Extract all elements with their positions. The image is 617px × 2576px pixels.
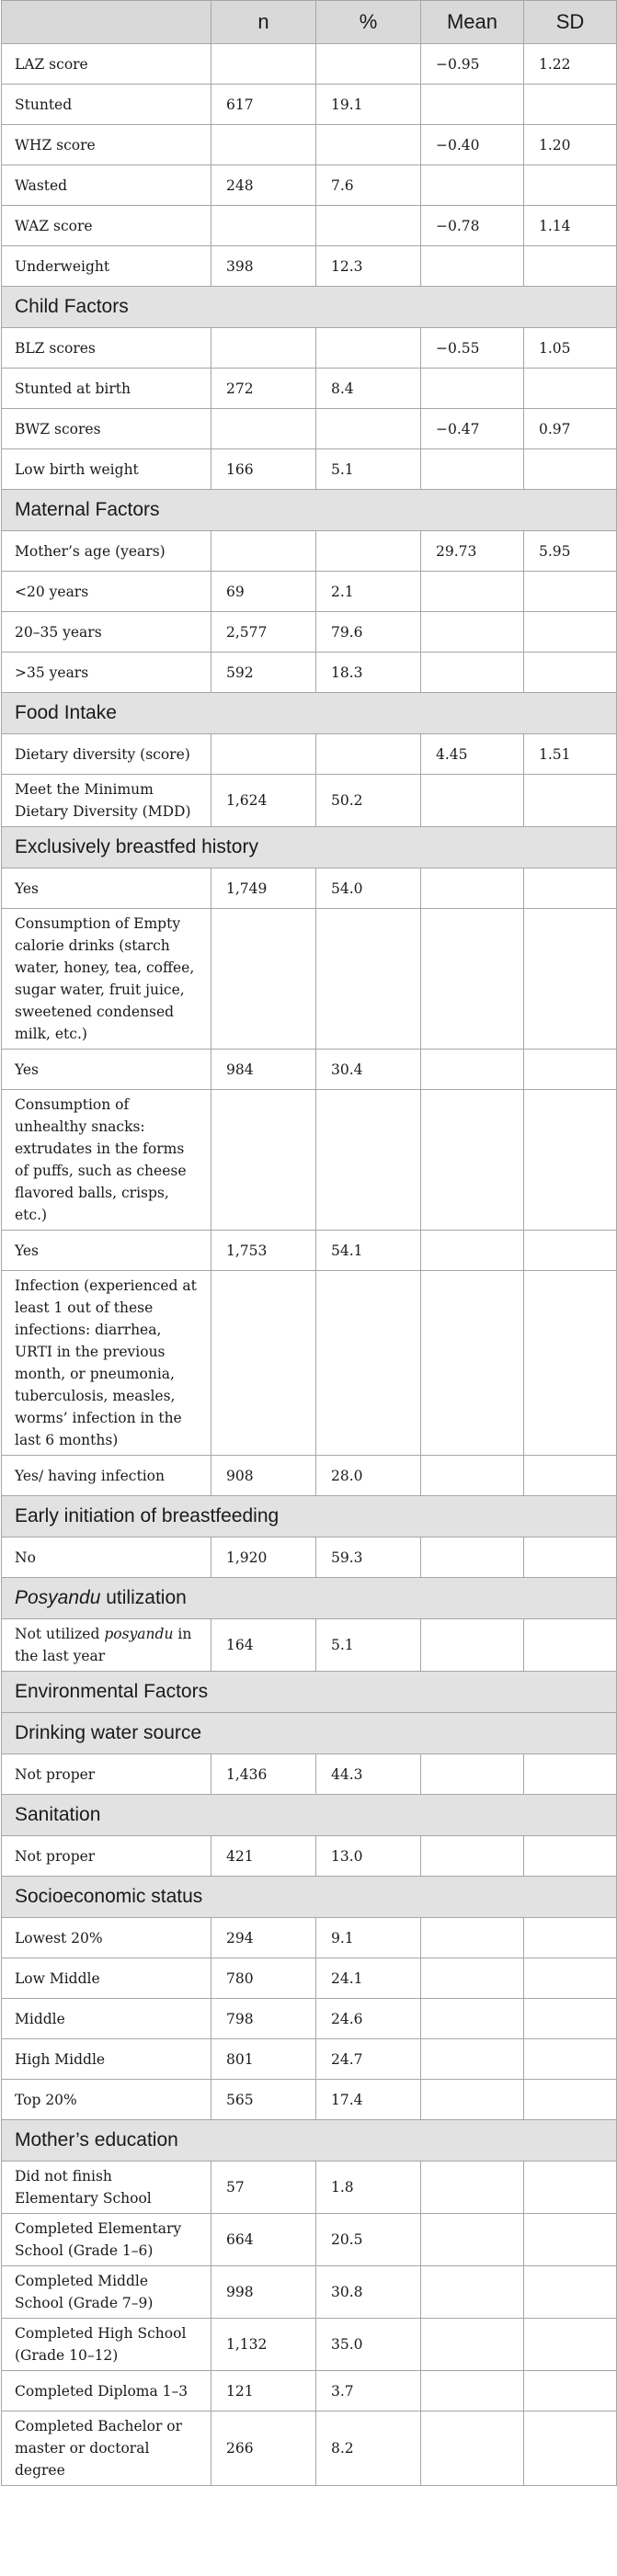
table-row bbox=[2, 2080, 617, 2120]
cell-n: 801 bbox=[211, 2039, 316, 2080]
descriptive-statistics-table bbox=[1, 0, 617, 2486]
table-row bbox=[2, 2371, 617, 2411]
cell-n: 248 bbox=[211, 165, 316, 206]
cell-n: 57 bbox=[211, 2162, 316, 2214]
cell-percent: 8.4 bbox=[316, 369, 421, 409]
row-label: Yes/ having infection bbox=[2, 1456, 211, 1496]
cell-sd: 1.14 bbox=[524, 206, 617, 246]
cell-percent: 79.6 bbox=[316, 612, 421, 653]
section-header-row bbox=[2, 490, 617, 531]
cell-mean bbox=[421, 2371, 524, 2411]
table-row bbox=[2, 125, 617, 165]
table-row bbox=[2, 1958, 617, 1999]
cell-percent bbox=[316, 125, 421, 165]
cell-n: 780 bbox=[211, 1958, 316, 1999]
row-label: Consumption of Empty calorie drinks (starch water, honey, tea, coffee, sugar water, fruit juice, sweetened condensed milk, etc.) bbox=[2, 909, 211, 1050]
cell-sd bbox=[524, 1456, 617, 1496]
cell-percent: 20.5 bbox=[316, 2214, 421, 2266]
section-title bbox=[2, 2120, 617, 2162]
section-header-row bbox=[2, 1795, 617, 1836]
row-label: Meet the Minimum Dietary Diversity (MDD) bbox=[2, 775, 211, 827]
section-header-row bbox=[2, 1578, 617, 1619]
cell-percent bbox=[316, 206, 421, 246]
row-label: BLZ scores bbox=[2, 328, 211, 369]
table-row bbox=[2, 1050, 617, 1090]
cell-sd bbox=[524, 1619, 617, 1672]
table-row bbox=[2, 612, 617, 653]
table-row bbox=[2, 206, 617, 246]
cell-mean bbox=[421, 246, 524, 287]
section-title-text: Maternal Factors bbox=[15, 499, 160, 520]
cell-n bbox=[211, 734, 316, 775]
cell-n bbox=[211, 409, 316, 449]
cell-mean bbox=[421, 909, 524, 1050]
section-header-row bbox=[2, 1713, 617, 1754]
cell-n: 617 bbox=[211, 85, 316, 125]
row-label: <20 years bbox=[2, 572, 211, 612]
row-label-italic: posyandu bbox=[104, 1626, 174, 1642]
cell-sd bbox=[524, 246, 617, 287]
cell-mean bbox=[421, 2411, 524, 2486]
cell-n: 908 bbox=[211, 1456, 316, 1496]
row-label: WAZ score bbox=[2, 206, 211, 246]
cell-percent: 5.1 bbox=[316, 1619, 421, 1672]
row-label: Not proper bbox=[2, 1754, 211, 1795]
row-label: Stunted bbox=[2, 85, 211, 125]
cell-mean: −0.78 bbox=[421, 206, 524, 246]
table-row bbox=[2, 1231, 617, 1271]
table-row bbox=[2, 1456, 617, 1496]
cell-percent: 9.1 bbox=[316, 1918, 421, 1958]
cell-mean bbox=[421, 1090, 524, 1231]
section-title bbox=[2, 1578, 617, 1619]
cell-mean bbox=[421, 85, 524, 125]
table-row bbox=[2, 2162, 617, 2214]
section-header-row bbox=[2, 1672, 617, 1713]
table-row bbox=[2, 85, 617, 125]
table-row bbox=[2, 409, 617, 449]
section-title bbox=[2, 1672, 617, 1713]
cell-n bbox=[211, 531, 316, 572]
cell-sd bbox=[524, 612, 617, 653]
cell-sd bbox=[524, 909, 617, 1050]
cell-sd bbox=[524, 868, 617, 909]
table-row bbox=[2, 1754, 617, 1795]
cell-sd bbox=[524, 572, 617, 612]
section-title-text: Drinking water source bbox=[15, 1722, 202, 1743]
cell-percent bbox=[316, 409, 421, 449]
row-label: Consumption of unhealthy snacks: extrudates in the forms of puffs, such as cheese flavored balls, crisps, etc.) bbox=[2, 1090, 211, 1231]
row-label: Not proper bbox=[2, 1836, 211, 1877]
table-row bbox=[2, 1090, 617, 1231]
cell-mean bbox=[421, 1958, 524, 1999]
row-label: Lowest 20% bbox=[2, 1918, 211, 1958]
table-row bbox=[2, 909, 617, 1050]
section-header-row bbox=[2, 2120, 617, 2162]
cell-n: 1,624 bbox=[211, 775, 316, 827]
cell-percent: 24.1 bbox=[316, 1958, 421, 1999]
header-cell-mean: Mean bbox=[421, 1, 524, 44]
table-row bbox=[2, 449, 617, 490]
table-row bbox=[2, 1836, 617, 1877]
cell-percent: 18.3 bbox=[316, 653, 421, 693]
row-label bbox=[2, 1619, 211, 1672]
row-label: Yes bbox=[2, 1050, 211, 1090]
cell-percent: 28.0 bbox=[316, 1456, 421, 1496]
row-label: Yes bbox=[2, 868, 211, 909]
cell-percent: 3.7 bbox=[316, 2371, 421, 2411]
cell-sd bbox=[524, 85, 617, 125]
cell-percent: 35.0 bbox=[316, 2319, 421, 2371]
table-row bbox=[2, 1918, 617, 1958]
cell-n: 565 bbox=[211, 2080, 316, 2120]
table-row bbox=[2, 868, 617, 909]
table-body bbox=[2, 44, 617, 2486]
cell-sd bbox=[524, 1090, 617, 1231]
row-label: Yes bbox=[2, 1231, 211, 1271]
cell-sd bbox=[524, 2411, 617, 2486]
cell-mean bbox=[421, 612, 524, 653]
cell-mean: 29.73 bbox=[421, 531, 524, 572]
cell-mean bbox=[421, 1619, 524, 1672]
header-cell-variable bbox=[2, 1, 211, 44]
row-label: Mother’s age (years) bbox=[2, 531, 211, 572]
cell-percent: 13.0 bbox=[316, 1836, 421, 1877]
section-title bbox=[2, 1496, 617, 1538]
cell-percent bbox=[316, 909, 421, 1050]
cell-percent: 17.4 bbox=[316, 2080, 421, 2120]
cell-mean bbox=[421, 1918, 524, 1958]
cell-mean bbox=[421, 2266, 524, 2319]
cell-sd bbox=[524, 2266, 617, 2319]
cell-n: 1,920 bbox=[211, 1538, 316, 1578]
cell-n: 421 bbox=[211, 1836, 316, 1877]
cell-n: 1,753 bbox=[211, 1231, 316, 1271]
cell-sd bbox=[524, 165, 617, 206]
cell-mean bbox=[421, 775, 524, 827]
cell-mean bbox=[421, 1754, 524, 1795]
cell-n: 164 bbox=[211, 1619, 316, 1672]
table-row bbox=[2, 653, 617, 693]
row-label: Completed Bachelor or master or doctoral degree bbox=[2, 2411, 211, 2486]
cell-sd bbox=[524, 2371, 617, 2411]
cell-mean bbox=[421, 653, 524, 693]
section-title bbox=[2, 490, 617, 531]
row-label: LAZ score bbox=[2, 44, 211, 85]
row-label: Completed High School (Grade 10–12) bbox=[2, 2319, 211, 2371]
cell-mean bbox=[421, 1538, 524, 1578]
cell-sd bbox=[524, 2039, 617, 2080]
cell-mean bbox=[421, 165, 524, 206]
cell-percent: 54.1 bbox=[316, 1231, 421, 1271]
cell-percent bbox=[316, 1090, 421, 1231]
section-title-text: Mother’s education bbox=[15, 2129, 178, 2150]
cell-percent bbox=[316, 1271, 421, 1456]
cell-percent: 8.2 bbox=[316, 2411, 421, 2486]
cell-percent: 5.1 bbox=[316, 449, 421, 490]
table-row bbox=[2, 734, 617, 775]
cell-n: 398 bbox=[211, 246, 316, 287]
row-label: Wasted bbox=[2, 165, 211, 206]
row-label: Underweight bbox=[2, 246, 211, 287]
cell-sd bbox=[524, 369, 617, 409]
row-label: Completed Diploma 1–3 bbox=[2, 2371, 211, 2411]
table-row bbox=[2, 572, 617, 612]
cell-percent: 24.6 bbox=[316, 1999, 421, 2039]
cell-n: 266 bbox=[211, 2411, 316, 2486]
table-row bbox=[2, 246, 617, 287]
section-title-text: Environmental Factors bbox=[15, 1681, 209, 1702]
cell-sd bbox=[524, 2080, 617, 2120]
cell-percent bbox=[316, 44, 421, 85]
cell-n: 69 bbox=[211, 572, 316, 612]
cell-mean bbox=[421, 449, 524, 490]
cell-n: 592 bbox=[211, 653, 316, 693]
cell-percent: 30.8 bbox=[316, 2266, 421, 2319]
cell-mean bbox=[421, 369, 524, 409]
section-title-italic: Posyandu bbox=[15, 1587, 101, 1608]
cell-sd bbox=[524, 1271, 617, 1456]
cell-n bbox=[211, 1090, 316, 1231]
table-row bbox=[2, 775, 617, 827]
section-header-row bbox=[2, 1877, 617, 1918]
section-title-text: utilization bbox=[106, 1587, 187, 1608]
row-label: No bbox=[2, 1538, 211, 1578]
cell-mean bbox=[421, 1231, 524, 1271]
table-row bbox=[2, 2214, 617, 2266]
cell-mean bbox=[421, 1999, 524, 2039]
cell-sd: 1.20 bbox=[524, 125, 617, 165]
table-row bbox=[2, 328, 617, 369]
table-row bbox=[2, 2319, 617, 2371]
cell-sd bbox=[524, 2162, 617, 2214]
table-row bbox=[2, 1271, 617, 1456]
row-label-suffix: in the last year bbox=[15, 1626, 192, 1664]
cell-mean bbox=[421, 868, 524, 909]
row-label: Middle bbox=[2, 1999, 211, 2039]
row-label: >35 years bbox=[2, 653, 211, 693]
row-label: BWZ scores bbox=[2, 409, 211, 449]
cell-sd bbox=[524, 1231, 617, 1271]
table-row bbox=[2, 1538, 617, 1578]
section-title-text: Early initiation of breastfeeding bbox=[15, 1505, 280, 1526]
cell-sd: 1.05 bbox=[524, 328, 617, 369]
row-label: Low Middle bbox=[2, 1958, 211, 1999]
cell-sd bbox=[524, 2319, 617, 2371]
table-row bbox=[2, 44, 617, 85]
cell-mean: −0.55 bbox=[421, 328, 524, 369]
section-title bbox=[2, 287, 617, 328]
cell-sd: 0.97 bbox=[524, 409, 617, 449]
cell-sd: 5.95 bbox=[524, 531, 617, 572]
cell-mean bbox=[421, 1456, 524, 1496]
cell-n: 984 bbox=[211, 1050, 316, 1090]
cell-percent: 7.6 bbox=[316, 165, 421, 206]
cell-n: 798 bbox=[211, 1999, 316, 2039]
cell-n: 1,749 bbox=[211, 868, 316, 909]
table-row bbox=[2, 369, 617, 409]
cell-mean: −0.47 bbox=[421, 409, 524, 449]
cell-mean bbox=[421, 2214, 524, 2266]
cell-n bbox=[211, 328, 316, 369]
cell-mean bbox=[421, 572, 524, 612]
row-label: Did not finish Elementary School bbox=[2, 2162, 211, 2214]
cell-percent: 24.7 bbox=[316, 2039, 421, 2080]
row-label-prefix: Not utilized bbox=[15, 1626, 100, 1642]
row-label: Infection (experienced at least 1 out of these infections: diarrhea, URTI in the previous month, or pneumonia, tuberculosis, measles, worms’ infection in the last 6 months) bbox=[2, 1271, 211, 1456]
cell-n bbox=[211, 125, 316, 165]
cell-mean bbox=[421, 2319, 524, 2371]
cell-n: 2,577 bbox=[211, 612, 316, 653]
cell-mean bbox=[421, 1271, 524, 1456]
section-title bbox=[2, 827, 617, 868]
section-title-text: Exclusively breastfed history bbox=[15, 836, 258, 857]
section-title-text: Sanitation bbox=[15, 1804, 101, 1825]
cell-percent: 2.1 bbox=[316, 572, 421, 612]
cell-n: 1,132 bbox=[211, 2319, 316, 2371]
table-row bbox=[2, 1999, 617, 2039]
cell-percent: 54.0 bbox=[316, 868, 421, 909]
cell-sd bbox=[524, 653, 617, 693]
table-header bbox=[2, 1, 617, 44]
section-header-row bbox=[2, 827, 617, 868]
cell-percent bbox=[316, 531, 421, 572]
cell-percent: 30.4 bbox=[316, 1050, 421, 1090]
cell-sd bbox=[524, 1999, 617, 2039]
section-title-text: Socioeconomic status bbox=[15, 1886, 203, 1907]
row-label: Stunted at birth bbox=[2, 369, 211, 409]
cell-sd: 1.22 bbox=[524, 44, 617, 85]
row-label: Top 20% bbox=[2, 2080, 211, 2120]
table-row bbox=[2, 2266, 617, 2319]
cell-mean: 4.45 bbox=[421, 734, 524, 775]
cell-n: 166 bbox=[211, 449, 316, 490]
cell-mean bbox=[421, 1836, 524, 1877]
section-header-row bbox=[2, 1496, 617, 1538]
cell-mean bbox=[421, 2080, 524, 2120]
cell-mean bbox=[421, 2162, 524, 2214]
table-row bbox=[2, 165, 617, 206]
cell-percent: 50.2 bbox=[316, 775, 421, 827]
cell-sd bbox=[524, 1754, 617, 1795]
section-title-text: Child Factors bbox=[15, 296, 129, 317]
row-label: High Middle bbox=[2, 2039, 211, 2080]
table-row bbox=[2, 1619, 617, 1672]
cell-percent: 12.3 bbox=[316, 246, 421, 287]
section-header-row bbox=[2, 693, 617, 734]
cell-mean bbox=[421, 2039, 524, 2080]
cell-n: 294 bbox=[211, 1918, 316, 1958]
cell-n bbox=[211, 1271, 316, 1456]
cell-sd bbox=[524, 2214, 617, 2266]
header-cell-sd: SD bbox=[524, 1, 617, 44]
cell-mean bbox=[421, 1050, 524, 1090]
header-cell-n: n bbox=[211, 1, 316, 44]
cell-n: 1,436 bbox=[211, 1754, 316, 1795]
cell-n: 121 bbox=[211, 2371, 316, 2411]
cell-n: 272 bbox=[211, 369, 316, 409]
cell-n: 998 bbox=[211, 2266, 316, 2319]
cell-sd: 1.51 bbox=[524, 734, 617, 775]
table-row bbox=[2, 531, 617, 572]
row-label: Completed Elementary School (Grade 1–6) bbox=[2, 2214, 211, 2266]
cell-n bbox=[211, 44, 316, 85]
row-label: 20–35 years bbox=[2, 612, 211, 653]
cell-sd bbox=[524, 1836, 617, 1877]
row-label: Completed Middle School (Grade 7–9) bbox=[2, 2266, 211, 2319]
table-row bbox=[2, 2411, 617, 2486]
cell-mean: −0.40 bbox=[421, 125, 524, 165]
section-header-row bbox=[2, 287, 617, 328]
section-title bbox=[2, 1713, 617, 1754]
cell-mean: −0.95 bbox=[421, 44, 524, 85]
header-cell-percent: % bbox=[316, 1, 421, 44]
cell-sd bbox=[524, 1918, 617, 1958]
cell-sd bbox=[524, 1958, 617, 1999]
cell-percent: 19.1 bbox=[316, 85, 421, 125]
cell-sd bbox=[524, 1538, 617, 1578]
cell-sd bbox=[524, 449, 617, 490]
section-title bbox=[2, 1795, 617, 1836]
table-row bbox=[2, 2039, 617, 2080]
cell-sd bbox=[524, 1050, 617, 1090]
section-title-text: Food Intake bbox=[15, 702, 117, 723]
cell-percent bbox=[316, 328, 421, 369]
cell-percent: 1.8 bbox=[316, 2162, 421, 2214]
cell-sd bbox=[524, 775, 617, 827]
row-label: Low birth weight bbox=[2, 449, 211, 490]
row-label: Dietary diversity (score) bbox=[2, 734, 211, 775]
row-label: WHZ score bbox=[2, 125, 211, 165]
cell-percent: 59.3 bbox=[316, 1538, 421, 1578]
cell-n bbox=[211, 206, 316, 246]
section-title bbox=[2, 1877, 617, 1918]
cell-n bbox=[211, 909, 316, 1050]
section-title bbox=[2, 693, 617, 734]
cell-n: 664 bbox=[211, 2214, 316, 2266]
cell-percent bbox=[316, 734, 421, 775]
cell-percent: 44.3 bbox=[316, 1754, 421, 1795]
